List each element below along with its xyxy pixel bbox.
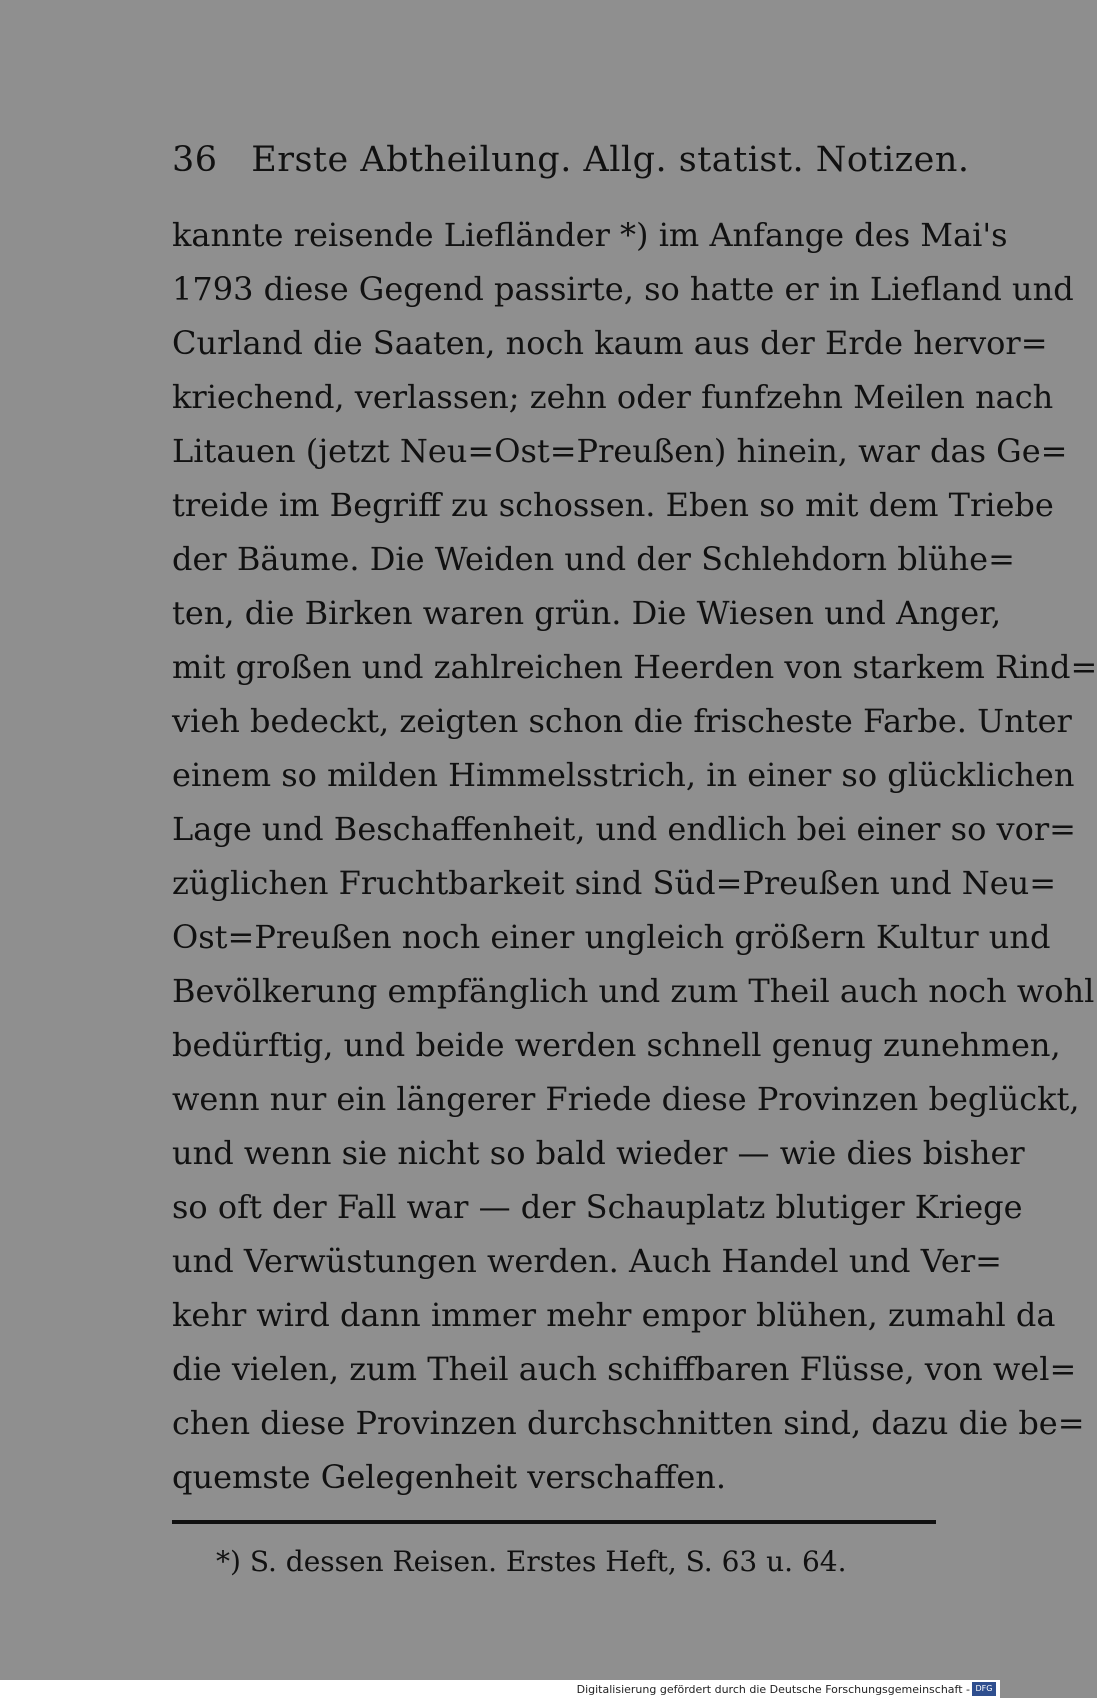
text-line: Curland die Saaten, noch kaum aus der Erde hervor= <box>172 324 1048 362</box>
text-line: chen diese Provinzen durchschnitten sind, dazu die be= <box>172 1404 1085 1442</box>
text-line: Bevölkerung empfänglich und zum Theil auch noch wohl <box>172 972 1095 1010</box>
text-line: treide im Begriff zu schossen. Eben so mit dem Triebe <box>172 486 1054 524</box>
running-header <box>172 140 970 180</box>
text-line: mit großen und zahlreichen Heerden von starkem Rind= <box>172 648 1097 686</box>
text-line: kriechend, verlassen; zehn oder funfzehn Meilen nach <box>172 378 1054 416</box>
text-line: Ost=Preußen noch einer ungleich größern Kultur und <box>172 918 1051 956</box>
text-line: einem so milden Himmelsstrich, in einer so glücklichen <box>172 756 1075 794</box>
text-line: 1793 diese Gegend passirte, so hatte er in Liefland und <box>172 270 1074 308</box>
text-line: kannte reisende Liefländer *) im Anfange des Mai's <box>172 216 1008 254</box>
text-line: so oft der Fall war — der Schauplatz blutiger Kriege <box>172 1188 1023 1226</box>
text-line: und Verwüstungen werden. Auch Handel und Ver= <box>172 1242 1002 1280</box>
footnote-divider <box>172 1520 936 1524</box>
digitization-credit: Digitalisierung gefördert durch die Deutsche Forschungsgemeinschaft - <box>576 1683 970 1696</box>
running-title: Erste Abtheilung. Allg. statist. Notizen. <box>251 140 970 180</box>
text-line-last: quemste Gelegenheit verschaffen. <box>172 1458 727 1496</box>
text-line: Lage und Beschaffenheit, und endlich bei einer so vor= <box>172 810 1076 848</box>
text-line: ten, die Birken waren grün. Die Wiesen und Anger, <box>172 594 1002 632</box>
text-line: züglichen Fruchtbarkeit sind Süd=Preußen und Neu= <box>172 864 1057 902</box>
text-line: kehr wird dann immer mehr empor blühen, zumahl da <box>172 1296 1056 1334</box>
text-line: Litauen (jetzt Neu=Ost=Preußen) hinein, war das Ge= <box>172 432 1068 470</box>
footnote: *) S. dessen Reisen. Erstes Heft, S. 63 u. 64. <box>216 1545 847 1578</box>
text-line: der Bäume. Die Weiden und der Schlehdorn blühe= <box>172 540 1015 578</box>
dfg-logo-icon: DFG <box>972 1682 996 1696</box>
body-text <box>172 208 1097 1504</box>
text-line: wenn nur ein längerer Friede diese Provinzen beglückt, <box>172 1080 1080 1118</box>
text-line: die vielen, zum Theil auch schiffbaren Flüsse, von wel= <box>172 1350 1077 1388</box>
text-line: und wenn sie nicht so bald wieder — wie dies bisher <box>172 1134 1025 1172</box>
text-line: bedürftig, und beide werden schnell genug zunehmen, <box>172 1026 1061 1064</box>
text-line: vieh bedeckt, zeigten schon die frischeste Farbe. Unter <box>172 702 1072 740</box>
page-number: 36 <box>172 140 218 180</box>
